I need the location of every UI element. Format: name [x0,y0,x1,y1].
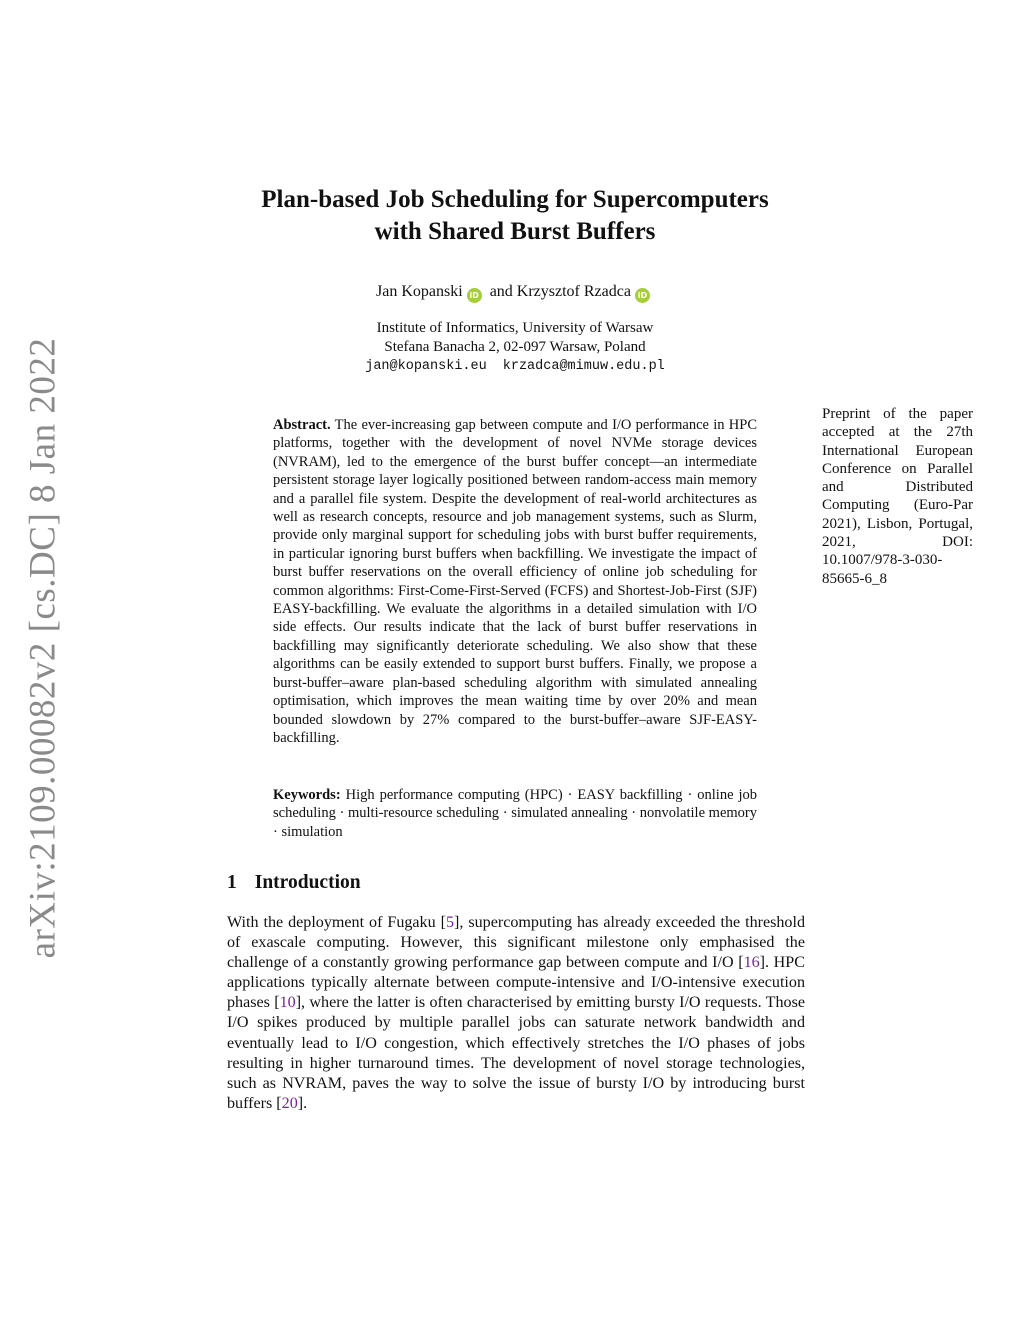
citation-link[interactable]: 5 [445,914,455,931]
orcid-icon[interactable]: iD [467,288,482,303]
orcid-icon[interactable]: iD [635,288,650,303]
title-line-2: with Shared Burst Buffers [374,218,656,245]
affiliation-address: Stefana Banacha 2, 02-097 Warsaw, Poland [384,339,646,355]
intro-text: ], supercomputing has already exceeded the threshold of exascale computing. However, this significant milestone only emphasised the challenge of a constantly growing performance gap between compute and I/O [ [227,914,805,972]
affiliation-institute: Institute of Informatics, University of Warsaw [376,320,654,336]
section-heading [227,872,361,894]
intro-text: With the deployment of Fugaku [ [227,914,446,931]
intro-text: ], where the latter is often characterised by emitting bursty I/O requests. Those I/O spikes produced by multiple parallel jobs can saturate network bandwidth and eventually lead to I/O congestion, which effectively stretches the I/O phases of jobs resulting in higher turnaround times. The development of novel storage technologies, such as NVRAM, paves the way to solve the issue of bursty I/O by introducing burst buffers [ [227,994,805,1112]
intro-paragraph [227,913,805,1114]
author-list [200,283,830,303]
citation-link[interactable]: 10 [279,994,296,1012]
citation-link[interactable]: 16 [743,954,760,972]
author-2: Krzysztof Rzadca [516,283,631,300]
section-title: Introduction [254,872,361,893]
keywords-text: High performance computing (HPC) · EASY backfilling · online job scheduling · multi-resource scheduling · simulated annealing · nonvolatile memory · simulation [273,787,758,840]
author-connector: and [489,283,513,300]
abstract-label: Abstract. [273,417,331,433]
affiliation [200,319,830,376]
intro-text: ]. HPC applications typically alternate between compute-intensive and I/O-intensive execution phases [ [227,954,805,1012]
email-link[interactable]: krzadca@mimuw.edu.pl [502,359,665,374]
keywords-label: Keywords: [273,787,341,803]
author-1: Jan Kopanski [376,283,463,300]
intro-text: ]. [297,1094,308,1112]
section-number: 1 [227,872,237,893]
abstract-text: The ever-increasing gap between compute and I/O performance in HPC platforms, together with the development of novel NVMe storage devices (NVRAM), led to the emergence of the burst buffer concept—an intermediate persistent storage layer logically positioned between random-access main memory and a parallel file system. Despite the development of real-world architectures as well as research concepts, resource and job management systems, such as Slurm, provide only marginal support for scheduling jobs with burst buffer requirements, in particular ignoring burst buffers when backfilling. We investigate the impact of burst buffer reservations on the overall efficiency of online job scheduling for common algorithms: First-Come-First-Served (FCFS) and Shortest-Job-First (SJF) EASY-backfilling. We evaluate the algorithms in a detailed simulation with I/O side effects. Our results indicate that the lack of burst buffer reservations in backfilling may significantly deteriorate scheduling. We also show that these algorithms can be easily extended to support burst buffers. Finally, we propose a burst-buffer–aware plan-based scheduling algorithm with simulated annealing optimisation, which improves the mean waiting time by over 20% and mean bounded slowdown by 27% compared to the burst-buffer–aware SJF-EASY-backfilling. [273,417,757,746]
abstract [273,416,757,747]
citation-link[interactable]: 20 [281,1094,298,1112]
preprint-note: Preprint of the paper accepted at the 27th International European Conference on Parallel and Distributed Computing (Euro-Par 2021), Lisbon, Portugal, 2021, DOI: 10.1007/978-3-030-85665-6_8 [822,406,973,587]
email-link[interactable]: jan@kopanski.eu [365,359,487,374]
arxiv-identifier: arXiv:2109.00082v2 [cs.DC] 8 Jan 2022 [22,337,64,959]
keywords [273,786,757,841]
title-line-1: Plan-based Job Scheduling for Supercomputers [261,186,769,213]
affiliation-emails [200,357,830,376]
paper-title [200,184,830,248]
